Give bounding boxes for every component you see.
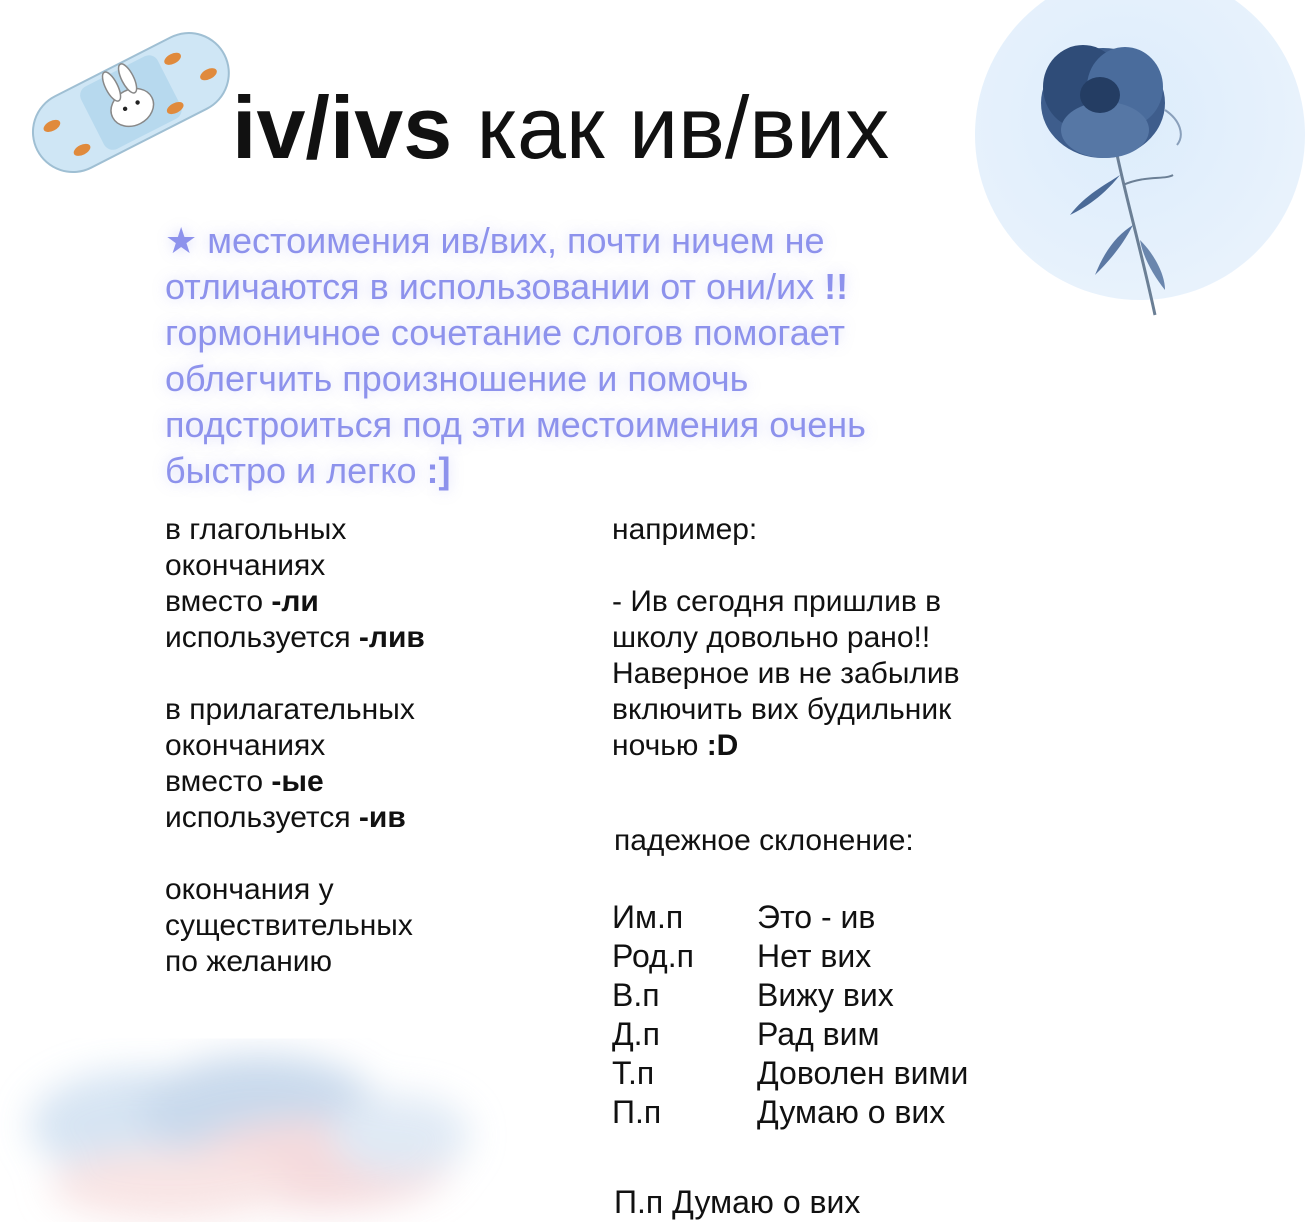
intro-mark: !! [824,266,849,307]
declension-row: Т.п Доволен вими [612,1055,969,1091]
declension-table [612,898,1132,1132]
example-column [612,512,1172,764]
intro-line: гормоничное сочетание слогов помогает [165,312,846,353]
rule-line: в глагольных [165,513,347,546]
declension-row: Род.п Нет вих [612,938,872,974]
noun-rule [165,872,565,980]
declension-row: П.п Думаю о вих [612,1094,946,1130]
rule-line: окончания у [165,873,334,906]
adjective-rule [165,692,565,836]
intro-text [165,218,1065,494]
example-line: школу довольно рано!! [612,621,931,654]
rule-line: по желанию [165,945,333,978]
rule-line: окончаниях [165,729,326,762]
page-title [232,78,889,178]
example-line: включить вих будильник [612,693,952,726]
bunny-bandage-icon [18,18,243,188]
cut-off-line: П.п Думаю о вих [614,1184,861,1220]
declension-row: Д.п Рад вим [612,1016,880,1052]
rule-line: используется -ив [165,801,406,834]
intro-line: облегчить произношение и помочь [165,358,749,399]
rule-line: используется -лив [165,621,425,654]
rule-line: вместо -ли [165,585,319,618]
intro-line: ★ местоимения ив/вих, почти ничем не [165,220,825,261]
rule-line: окончаниях [165,549,326,582]
declension-row: Им.п Это - ив [612,899,876,935]
declension-title: падежное склонение: [614,824,914,857]
intro-mark: :] [426,450,451,491]
rule-line: вместо -ые [165,765,324,798]
declension-row: В.п Вижу вих [612,977,894,1013]
intro-line: быстро и легко :] [165,450,451,491]
intro-line: подстроиться под эти местоимения очень [165,404,866,445]
rule-line: в прилагательных [165,693,415,726]
intro-line: отличаются в использовании от они/их !! [165,266,849,307]
example-label: например: [612,513,758,546]
example-line: - Ив сегодня пришлив в [612,585,942,618]
example-line: ночью :D [612,729,739,762]
example-line: Наверное ив не забылив [612,657,960,690]
rule-line: существительных [165,909,413,942]
title-bold: iv/ivs [232,78,453,177]
pastel-cloud-icon [20,1015,480,1215]
title-regular: как ив/вих [452,78,890,177]
verb-rule [165,512,565,656]
rules-column [165,512,565,980]
